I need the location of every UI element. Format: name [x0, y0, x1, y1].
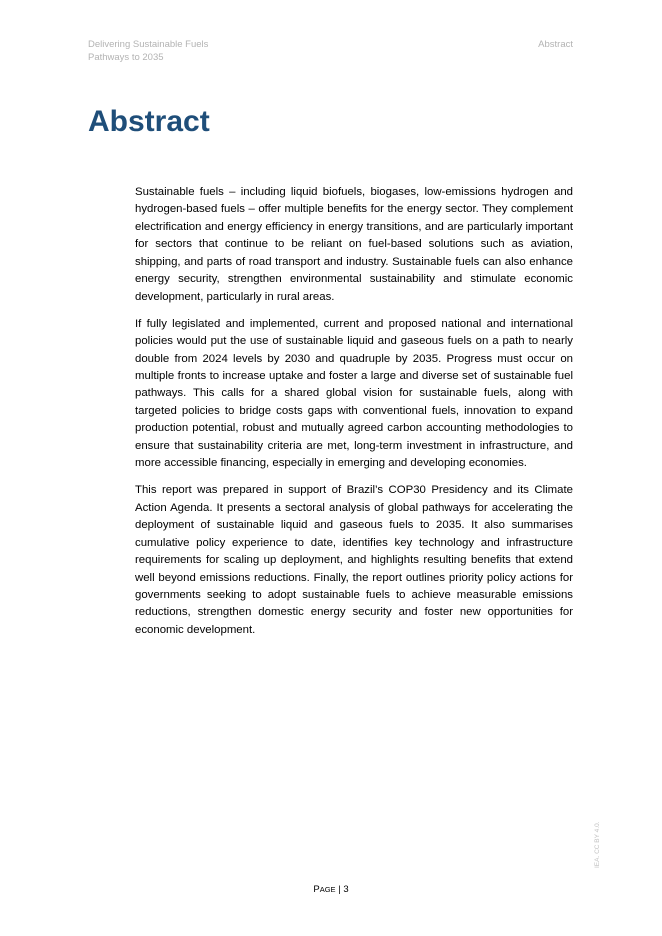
report-title: Delivering Sustainable Fuels: [88, 39, 209, 50]
license-notice: IEA. CC BY 4.0.: [594, 821, 601, 868]
page-footer: [0, 884, 662, 895]
page-separator: |: [338, 884, 341, 895]
paragraph-1: Sustainable fuels – including liquid biofuels, biogases, low-emissions hydrogen and hydrogen-based fuels – offer multiple benefits for the energy sector. They complement electrification and energy efficiency in energy transitions, and are particularly important for sectors that continue to be reliant on fuel-based solutions such as aviation, shipping, and parts of road transport and industry. Sustainable fuels can also enhance energy security, strengthen environmental sustainability and stimulate economic development, particularly in rural areas.: [135, 186, 573, 303]
paragraph-3: This report was prepared in support of Brazil’s COP30 Presidency and its Climate Action Agenda. It presents a sectoral analysis of global pathways for accelerating the deployment of sustainable liquid and gaseous fuels to 2035. It also summarises cumulative policy experience to date, identifies key technology and infrastructure requirements for scaling up deployment, and highlights resulting benefits that extend well beyond emissions reductions. Finally, the report outlines priority policy actions for governments seeking to adopt sustainable fuels to achieve measurable emissions reductions, strengthen domestic energy security and foster new opportunities for economic development.: [135, 484, 573, 636]
page-label-initial: P: [313, 884, 320, 895]
running-header-section: Abstract: [538, 39, 573, 50]
report-subtitle: Pathways to 2035: [88, 52, 164, 63]
page-title: Abstract: [88, 105, 210, 138]
page-number: 3: [343, 884, 349, 895]
paragraph-2: If fully legislated and implemented, current and proposed national and international policies would put the use of sustainable liquid and gaseous fuels on a path to nearly double from 2024 levels by 2030 and quadruple by 2035. Progress must occur on multiple fronts to increase uptake and foster a large and diverse set of sustainable fuel pathways. This calls for a shared global vision for sustainable fuels, along with targeted policies to bridge costs gaps with conventional fuels, innovation to expand production potential, robust and mutually agreed carbon accounting methodologies to ensure that sustainability criteria are met, long-term investment in infrastructure, and more accessible financing, especially in emerging and developing economies.: [135, 317, 573, 470]
page-label-rest: AGE: [319, 885, 336, 894]
abstract-body: [135, 184, 573, 649]
running-header-left: [88, 38, 208, 64]
